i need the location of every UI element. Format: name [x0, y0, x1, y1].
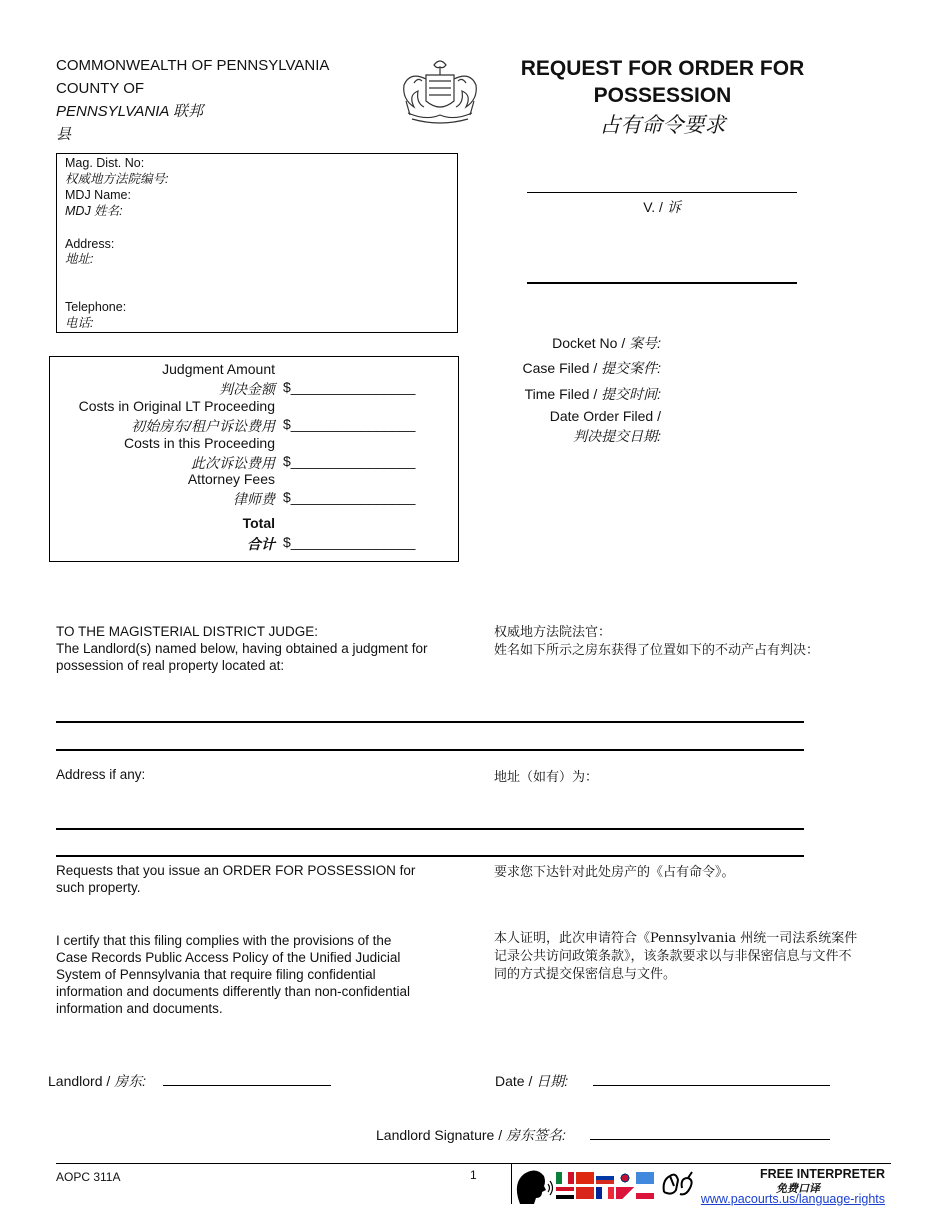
mag-dist-cn: 权威地方法院编号: — [65, 172, 169, 186]
flag-egypt-icon — [556, 1187, 574, 1199]
court-header — [56, 54, 329, 146]
flag-poland-icon — [636, 1187, 654, 1199]
sign-language-icon — [660, 1170, 696, 1200]
mdj-name-cn: MDJ 姓名: — [65, 204, 123, 218]
title-cn: 占有命令要求 — [599, 114, 726, 137]
to-judge-block — [56, 623, 436, 674]
telephone-cn: 电话: — [65, 316, 94, 330]
address-label: Address: — [65, 237, 115, 251]
date-line[interactable] — [593, 1085, 830, 1086]
address-line-2[interactable] — [56, 855, 804, 857]
signature-line[interactable] — [590, 1139, 830, 1140]
pennsylvania-seal-icon — [396, 55, 484, 127]
total-field[interactable]: $________________ — [283, 534, 416, 550]
original-costs-label: Costs in Original LT Proceeding — [78, 398, 275, 414]
free-interpreter-label: FREE INTERPRETER — [759, 1167, 885, 1181]
flag-china-icon — [576, 1172, 594, 1184]
court-info-box — [56, 153, 458, 333]
versus-label: V. / 诉 — [643, 199, 681, 215]
judgment-amount-label: Judgment Amount — [162, 361, 275, 377]
judgment-amount-cn: 判决金额 — [219, 381, 275, 397]
language-rights-link[interactable]: www.pacourts.us/language-rights — [700, 1192, 885, 1206]
attorney-fees-cn: 律师费 — [233, 491, 275, 507]
property-line-1[interactable] — [56, 721, 804, 723]
date-order-filed-label: Date Order Filed / — [549, 408, 661, 424]
flag-mexico-icon — [556, 1172, 574, 1184]
this-proceeding-costs-label: Costs in this Proceeding — [124, 435, 275, 451]
flag-france-icon — [596, 1187, 614, 1199]
attorney-fees-label: Attorney Fees — [187, 471, 275, 487]
footer-divider — [511, 1164, 512, 1204]
request-text: Requests that you issue an ORDER FOR POSSESSION for such property. — [56, 863, 416, 895]
landlord-line[interactable] — [163, 1085, 331, 1086]
flag-russia-icon — [596, 1172, 614, 1184]
judgment-amount-field[interactable]: $________________ — [283, 379, 416, 395]
flag-vietnam-icon — [576, 1187, 594, 1199]
interpreter-head-icon — [514, 1168, 554, 1204]
county-of-label: COUNTY OF — [56, 80, 145, 97]
landlord-text-cn: 姓名如下所示之房东获得了位置如下的不动产占有判决： — [494, 643, 820, 658]
to-judge-heading-cn: 权威地方法院法官： — [494, 625, 612, 640]
time-filed-label: Time Filed / 提交时间: — [524, 386, 661, 402]
total-cn: 合计 — [247, 536, 275, 552]
footer-rule — [56, 1163, 891, 1164]
signature-label: Landlord Signature / 房东签名: — [376, 1127, 566, 1143]
page-number: 1 — [470, 1168, 477, 1182]
address-cn: 地址: — [65, 252, 94, 266]
title-line2: POSSESSION — [593, 84, 732, 107]
certify-text: I certify that this filing complies with the provisions of the Case Records Public Access Policy of the Unified Judicial System of Pennsylvania that require filing confidential information and documents differently than non-confidential information and documents. — [56, 933, 410, 1016]
free-interpreter-cn: 免费口译 — [776, 1183, 820, 1195]
docket-no-label: Docket No / 案号: — [552, 335, 661, 351]
this-proceeding-costs-field[interactable]: $________________ — [283, 453, 416, 469]
commonwealth-label: COMMONWEALTH OF PENNSYLVANIA — [56, 57, 330, 74]
certify-text-cn: 本人证明，此次申请符合《Pennsylvania 州统一司法系统案件记录公共访问政策条款》，该条款要求以与非保密信息与文件不同的方式提交保密信息与文件。 — [494, 931, 858, 982]
request-text-cn: 要求您下达针对此处房产的《占有命令》。 — [494, 865, 735, 880]
flag-korea-icon — [616, 1172, 634, 1184]
address-line-1[interactable] — [56, 828, 804, 830]
flag-somalia-icon — [636, 1172, 654, 1184]
to-judge-heading: TO THE MAGISTERIAL DISTRICT JUDGE: — [56, 624, 319, 639]
to-judge-cn-block — [494, 624, 854, 660]
landlord-label: Landlord / 房东: — [48, 1073, 147, 1089]
mag-dist-label: Mag. Dist. No: — [65, 156, 145, 170]
landlord-text: The Landlord(s) named below, having obtained a judgment for possession of real property located at: — [56, 641, 428, 673]
judgment-box — [49, 356, 459, 562]
this-proceeding-costs-cn: 此次诉讼费用 — [191, 455, 275, 471]
defendant-line[interactable] — [527, 282, 797, 284]
county-cn: 县 — [56, 126, 72, 143]
telephone-label: Telephone: — [65, 300, 127, 314]
form-title — [500, 55, 825, 109]
case-filed-label: Case Filed / 提交案件: — [522, 360, 661, 376]
date-label: Date / 日期: — [495, 1073, 569, 1089]
title-line1: REQUEST FOR ORDER FOR — [520, 57, 805, 80]
total-label: Total — [242, 515, 275, 531]
form-id: AOPC 311A — [56, 1170, 121, 1184]
original-costs-cn: 初始房东/租户诉讼费用 — [131, 418, 275, 434]
address-if-any-cn: 地址（如有）为： — [494, 770, 599, 785]
original-costs-field[interactable]: $________________ — [283, 416, 416, 432]
address-if-any-label: Address if any: — [56, 767, 146, 782]
attorney-fees-field[interactable]: $________________ — [283, 489, 416, 505]
mdj-name-label: MDJ Name: — [65, 188, 131, 202]
county-name: PENNSYLVANIA 联邦 — [56, 103, 203, 120]
date-order-filed-cn: 判决提交日期: — [573, 428, 661, 444]
property-line-2[interactable] — [56, 749, 804, 751]
plaintiff-line[interactable] — [527, 192, 797, 193]
flag-nepal-icon — [616, 1187, 634, 1199]
